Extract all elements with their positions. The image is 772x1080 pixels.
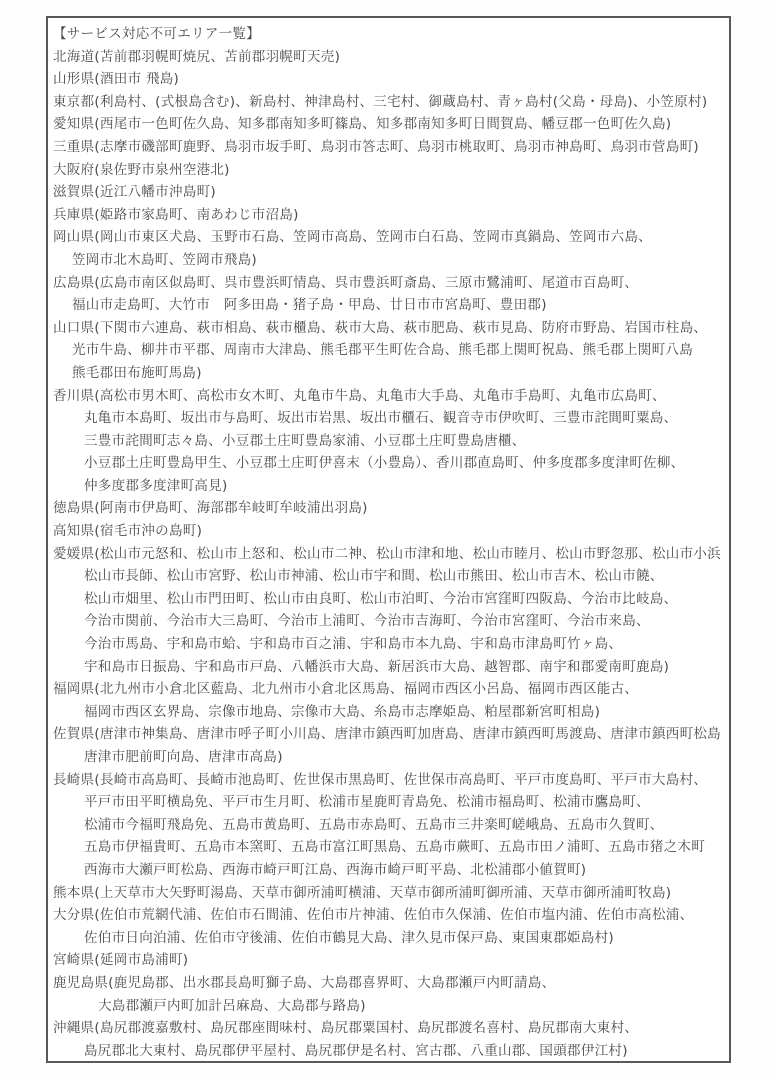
prefecture-entry (53, 68, 725, 91)
page-title: 【サービス対応不可エリア一覧】 (53, 26, 260, 42)
prefecture-entry (53, 113, 725, 136)
prefecture-entry (53, 972, 725, 1017)
area-line: 島尻郡北大東村、島尻郡伊平屋村、島尻郡伊是名村、宮古郡、八重山郡、国頭郡伊江村) (84, 1042, 628, 1059)
area-line: 鹿児島県(鹿児島郡、出水郡長島町獅子島、大島郡喜界町、大島郡瀬戸内町請島、 (53, 974, 556, 991)
area-list (53, 46, 725, 1063)
area-line: 広島県(広島市南区似島町、呉市豊浜町情島、呉市豊浜町斎島、三原市鷺浦町、尾道市百島町、 (53, 274, 639, 291)
area-line: 五島市伊福貴町、五島市本窯町、五島市富江町黒島、五島市蕨町、五島市田ノ浦町、五島市猪之木町 (84, 839, 705, 856)
prefecture-entry (53, 882, 725, 905)
prefecture-entry (53, 91, 725, 114)
area-line: 福岡市西区玄界島、宗像市地島、宗像市大島、糸島市志摩姫島、粕屋郡新宮町相島) (84, 703, 601, 720)
prefecture-entry (53, 136, 725, 159)
prefecture-entry (53, 46, 725, 69)
area-line: 愛知県(西尾市一色町佐久島、知多郡南知多町篠島、知多郡南知多町日間賀島、幡豆郡一色町佐久島) (53, 116, 672, 133)
prefecture-entry (53, 385, 725, 498)
area-line: 仲多度郡多度津町高見) (84, 477, 228, 494)
area-line: 熊毛郡田布施町馬島) (72, 364, 202, 381)
area-line: 平戸市田平町横島免、平戸市生月町、松浦市星鹿町青島免、松浦市福島町、松浦市鷹島町、 (84, 794, 650, 811)
area-line: 山形県(酒田市 飛島) (53, 71, 180, 88)
area-line: 今治市関前、今治市大三島町、今治市上浦町、今治市吉海町、今治市宮窪町、今治市来島、 (84, 613, 650, 630)
area-line: 岡山県(岡山市東区犬島、玉野市石島、笠岡市高島、笠岡市白石島、笠岡市真鍋島、笠岡市六島、 (53, 229, 652, 246)
area-line: 西海市大瀬戸町松島、西海市崎戸町江島、西海市崎戸町平島、北松浦郡小値賀町) (84, 861, 587, 878)
area-line: 山口県(下関市六連島、萩市相島、萩市櫃島、萩市大島、萩市肥島、萩市見島、防府市野島、岩国市柱島、 (53, 319, 708, 336)
area-line: 今治市馬島、宇和島市蛤、宇和島市百之浦、宇和島市本九島、宇和島市津島町竹ヶ島、 (84, 636, 623, 653)
area-line: 北海道(苫前郡羽幌町焼尻、苫前郡羽幌町天売) (53, 48, 341, 65)
area-line: 光市牛島、柳井市平郡、周南市大津島、熊毛郡平生町佐合島、熊毛郡上関町祝島、熊毛郡上関町八島 (72, 342, 693, 359)
prefecture-entry (53, 543, 725, 679)
area-line: 沖縄県(島尻郡渡嘉敷村、島尻郡座間味村、島尻郡粟国村、島尻郡渡名喜村、島尻郡南大東村、 (53, 1020, 639, 1037)
prefecture-entry (53, 769, 725, 882)
prefecture-entry (53, 272, 725, 317)
area-line: 滋賀県(近江八幡市沖島町) (53, 184, 216, 201)
prefecture-entry (53, 204, 725, 227)
area-line: 愛媛県(松山市元怒和、松山市上怒和、松山市二神、松山市津和地、松山市睦月、松山市野忽那、松山市小浜 (53, 545, 721, 562)
area-line: 大阪府(泉佐野市泉州空港北) (53, 161, 230, 178)
area-line: 佐賀県(唐津市神集島、唐津市呼子町小川島、唐津市鎮西町加唐島、唐津市鎮西町馬渡島、唐津市鎮西町松島 (53, 726, 721, 743)
area-line: 松山市長師、松山市宮野、松山市神浦、松山市宇和間、松山市熊田、松山市吉木、松山市饒、 (84, 568, 664, 585)
prefecture-entry (53, 678, 725, 723)
area-line: 小豆郡土庄町豊島甲生、小豆郡土庄町伊喜末（小豊島）、香川郡直島町、仲多度郡多度津町佐柳、 (84, 455, 685, 472)
area-line: 松浦市今福町飛島免、五島市黄島町、五島市赤島町、五島市三井楽町嵯峨島、五島市久賀町、 (84, 816, 664, 833)
prefecture-entry (53, 904, 725, 949)
area-line: 唐津市肥前町向島、唐津市高島) (84, 749, 283, 765)
area-line: 丸亀市本島町、坂出市与島町、坂出市岩黒、坂出市櫃石、観音寺市伊吹町、三豊市詫間町粟島、 (84, 410, 678, 427)
area-line: 兵庫県(姫路市家島町、南あわじ市沼島) (53, 206, 299, 223)
area-line: 宇和島市日振島、宇和島市戸島、八幡浜市大島、新居浜市大島、越智郡、南宇和郡愛南町鹿島) (84, 658, 670, 675)
area-line: 三重県(志摩市磯部町鹿野、鳥羽市坂手町、鳥羽市答志町、鳥羽市桃取町、鳥羽市神島町、鳥羽市菅島町) (53, 138, 699, 155)
prefecture-entry (53, 520, 725, 543)
prefecture-entry (53, 1017, 725, 1062)
area-line: 笠岡市北木島町、笠岡市飛島) (72, 251, 257, 268)
area-line: 徳島県(阿南市伊島町、海部郡牟岐町牟岐浦出羽島) (53, 500, 368, 517)
prefecture-entry (53, 497, 725, 520)
area-line: 熊本県(上天草市大矢野町湯島、天草市御所浦町横浦、天草市御所浦町御所浦、天草市御所浦町牧島) (53, 884, 672, 901)
prefecture-entry (53, 317, 725, 385)
area-line: 松山市畑里、松山市門田町、松山市由良町、松山市泊町、今治市宮窪町四阪島、今治市比岐島、 (84, 590, 678, 607)
area-line: 福岡県(北九州市小倉北区藍島、北九州市小倉北区馬島、福岡市西区小呂島、福岡市西区能古、 (53, 681, 639, 698)
area-line: 大分県(佐伯市荒網代浦、佐伯市石間浦、佐伯市片神浦、佐伯市久保浦、佐伯市塩内浦、佐伯市高松浦、 (53, 907, 694, 924)
prefecture-entry (53, 226, 725, 271)
area-line: 東京都(利島村、(式根島含む)、新島村、神津島村、三宅村、御蔵島村、青ヶ島村(父島・母島)、小笠原村) (53, 93, 708, 110)
service-unavailable-area-sheet (46, 16, 731, 1063)
prefecture-entry (53, 159, 725, 182)
area-line: 大島郡瀬戸内町加計呂麻島、大島郡与路島) (98, 997, 366, 1014)
prefecture-entry (53, 723, 725, 768)
area-line: 高知県(宿毛市沖の島町) (53, 523, 203, 540)
area-line: 宮崎県(延岡市島浦町) (53, 952, 189, 969)
area-line: 佐伯市日向泊浦、佐伯市守後浦、佐伯市鶴見大島、津久見市保戸島、東国東郡姫島村) (84, 929, 614, 946)
area-line: 長崎県(長崎市高島町、長崎市池島町、佐世保市黒島町、佐世保市高島町、平戸市度島町、平戸市大島村、 (53, 771, 708, 788)
area-line: 福山市走島町、大竹市 阿多田島・猪子島・甲島、廿日市市宮島町、豊田郡) (72, 297, 547, 314)
prefecture-entry (53, 949, 725, 972)
prefecture-entry (53, 181, 725, 204)
area-line: 三豊市詫間町志々島、小豆郡土庄町豊島家浦、小豆郡土庄町豊島唐櫃、 (84, 432, 526, 449)
area-line: 香川県(高松市男木町、高松市女木町、丸亀市牛島、丸亀市大手島、丸亀市手島町、丸亀市広島町、 (53, 387, 666, 404)
